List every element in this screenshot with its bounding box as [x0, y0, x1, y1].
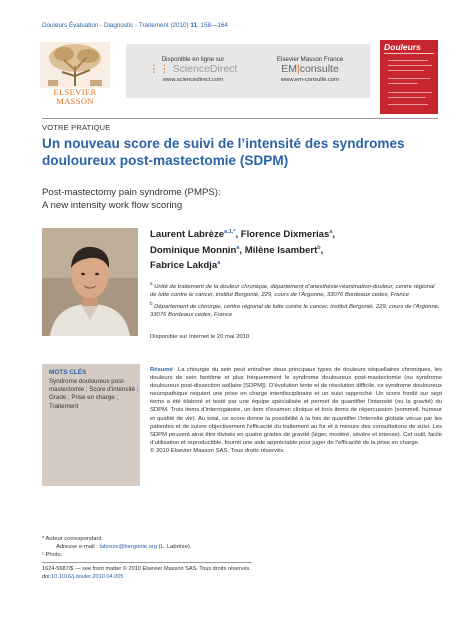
- affiliation: [150, 300, 440, 319]
- author-sup: b: [317, 244, 321, 251]
- author-sup: a: [236, 244, 240, 251]
- journal-pages: , 158—164: [197, 22, 228, 29]
- doi-label: doi:: [42, 573, 52, 580]
- abstract-heading: Résumé: [150, 367, 173, 373]
- author-name: Fabrice Lakdja: [150, 260, 218, 272]
- affiliation-sup: a: [150, 281, 153, 286]
- section-label: VOTRE PRATIQUE: [42, 123, 111, 132]
- affiliation-text: Département de chirurgie, centre régional de lutte contre le cancer, institut Bergonié, 229, cours de l’Argonne, 33076 Bordeaux cedex, France: [150, 304, 440, 318]
- sd-label: Disponible en ligne sur: [161, 56, 225, 63]
- email-note: [42, 543, 342, 551]
- author-sep: ,: [332, 229, 336, 241]
- journal-citation: [42, 22, 228, 29]
- em-name-left: EM: [281, 63, 297, 75]
- author-sup: a,1,*: [224, 229, 236, 235]
- header-divider: [42, 118, 438, 119]
- elsevier-masson-wordmark: ELSEVIER MASSON: [53, 87, 97, 106]
- doi-line: [42, 574, 422, 582]
- online-date: Disponible sur Internet le 20 mai 2010: [150, 334, 250, 340]
- em-label: Elsevier Masson France: [276, 56, 344, 63]
- abstract-text: La chirurgie du sein peut entraîner deux principaux types de douleurs séquellaires chroniques, les douleurs de sein fantôme et plus fréquemment le syndrome douloureux post-mastectomie (ou syndrome douloureux post-dissection axillaire [SDPM]). D’évolution lente et de résolution difficile, ce syndrome douloureux neuropathique requiert une prise en charge interdisciplinaire et un suivi rapproché. Un score fondé sur sept items a été élaboré et testé par une équipe spécialisée et permet de quantifier l’intensité (ou la gravité) du SDPM. Trois items d’interrogatoire, un item d’examen clinique et trois items de répercussion (sommeil, humeur et qualité de vie). Au total, ce score donne la possibilité à la fois de quantifier l’intensité globale vécue par les patientes et de suivre objectivement l’efficacité du traitement au fur et à mesure des consultations de suivi. Les SDPM peuvent ainsi être divisés en quatre grades de gravité (léger, modéré, sévère et intense). Cet outil, facile d’utilisation et reproductible, fournit une aide appréciable pour juger de l’efficacité de la prise en charge.: [150, 367, 442, 446]
- author-sup: a: [217, 260, 221, 267]
- author-name: Dominique Monnin: [150, 244, 237, 256]
- footer-divider: [42, 562, 252, 563]
- journal-name: Douleurs Évaluation - Diagnostic - Traitement (2010): [42, 22, 189, 29]
- affiliations: [150, 280, 440, 320]
- issn-line: 1624-5687/$ — see front matter © 2010 Elsevier Masson SAS. Tous droits réservés.: [42, 566, 251, 572]
- author-photo: [42, 228, 138, 336]
- affiliation-sup: b: [150, 301, 153, 307]
- corresponding-note: * Auteur correspondant.: [42, 536, 103, 542]
- em-consulte-block[interactable]: [252, 56, 368, 83]
- author-list: [150, 226, 440, 273]
- author-sep: ,: [239, 244, 245, 256]
- english-title-line: A new intensity work flow scoring: [42, 199, 183, 211]
- cover-title: Douleurs: [384, 42, 421, 52]
- abstract-copyright: © 2010 Elsevier Masson SAS. Tous droits réservés.: [150, 447, 285, 454]
- email-suffix: (L. Labrèze).: [156, 544, 192, 550]
- author-name: Florence Dixmerias: [240, 229, 330, 241]
- cover-rule: [384, 53, 434, 54]
- author-name: Laurent Labrèze: [150, 229, 225, 241]
- keywords-title: MOTS CLÉS: [49, 369, 87, 376]
- sciencedirect-block[interactable]: [138, 56, 248, 83]
- doi-link[interactable]: 10.1016/j.douler.2010.04.005: [51, 573, 124, 580]
- affiliation-text: Unité de traitement de la douleur chronique, département d’anesthésie-réanimation-douleur, centre régional de lutte contre le cancer, institut Bergonié, 229, cours de l’Argonne, 33076 Bordeaux cedex, France: [150, 283, 435, 298]
- author-sep: ,: [320, 244, 324, 256]
- journal-volume: 11: [190, 22, 198, 29]
- email-link[interactable]: labreze@bergonie.org: [99, 544, 157, 550]
- english-title: [42, 187, 442, 212]
- sd-dots-icon: ⋮⋮: [148, 63, 170, 75]
- affiliation: [150, 280, 440, 299]
- author-sep: ,: [235, 229, 241, 241]
- em-name-right: consulte: [299, 63, 339, 75]
- footnotes: [42, 535, 342, 559]
- author-name: Milène Isambert: [244, 244, 318, 256]
- keywords-list: Syndrome douloureux post-mastectomie ; Score d’intensité ; Grade ; Prise en charge ; Traitement: [49, 378, 139, 410]
- sd-url[interactable]: www.sciencedirect.com: [162, 77, 224, 83]
- author-sup: a: [329, 229, 333, 235]
- english-title-line: Post-mastectomy pain syndrome (PMPS):: [42, 187, 221, 198]
- abstract: [150, 366, 442, 455]
- photo-note: ¹ Photo.: [42, 552, 63, 558]
- footer: [42, 566, 422, 581]
- em-consulte-logo: [252, 63, 368, 75]
- email-label: Adresse e-mail :: [56, 544, 98, 550]
- article-title: Un nouveau score de suivi de l’intensité des syndromes douloureux post-mastectomie (SDPM): [42, 136, 405, 168]
- em-url[interactable]: www.em-consulte.com: [281, 77, 339, 83]
- sd-name: ScienceDirect: [172, 63, 238, 75]
- sciencedirect-logo: [138, 63, 248, 75]
- em-separator-icon: |: [296, 63, 300, 75]
